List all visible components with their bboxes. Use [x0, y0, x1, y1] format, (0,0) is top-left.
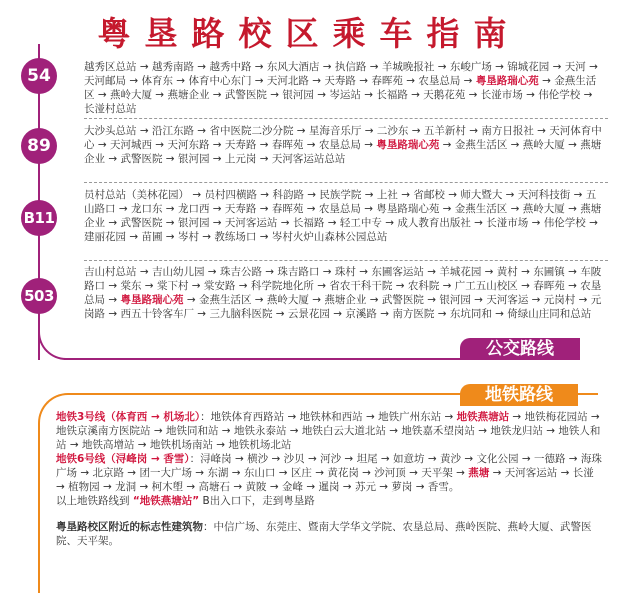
bus-route-curve — [38, 330, 68, 360]
route-divider — [84, 118, 608, 119]
landmarks-label: 粤垦路校区附近的标志性建筑物 — [56, 521, 203, 533]
route-89-stops-after: → 金燕生活区 → 燕岭大厦 → 燕塘企业 → 武警医院 → 银河园 → 上元岗 → 天河客运站总站 — [84, 139, 602, 165]
page-title: 粤垦路校区乘车指南 — [97, 14, 521, 53]
bus-section-label: 公交路线 — [460, 338, 580, 360]
route-badge-89: 89 — [21, 128, 57, 164]
bus-route-bottom-line — [64, 358, 460, 360]
metro-line-3-rest: → 地铁梅花园站 → 地铁京溪南方医院站 → 地铁同和站 → 地铁永泰站 → 地铁白云大道北站 → 地铁嘉禾望岗站 → 地铁龙归站 → 地铁人和站 → 地铁高增站 → 地铁机场南站 → 地铁机场北站 — [56, 411, 601, 451]
metro-line-3 — [56, 410, 604, 452]
metro-line-6-rest: → 天河客运站 → 长湴 → 植物园 → 龙洞 → 柯木塱 → 高塘石 → 黄陂 → 金峰 → 暹岗 → 苏元 → 萝岗 → 香雪。 — [56, 467, 594, 493]
metro-line-6 — [56, 452, 604, 494]
route-89-stops-before: 大沙头总站 → 沿江东路 → 省中医院二沙分院 → 星海音乐厅 → 二沙东 → 五羊新村 → 南方日报社 → 天河体育中心 → 天河城西 → 天河东路 → 天寿路 → 春晖苑 → 农垦总局 → — [84, 125, 602, 151]
route-503-stops — [84, 265, 604, 321]
route-89-highlight: 粤垦路瑞心苑 — [376, 139, 440, 151]
metro-line-6-text: ：浔峰岗 → 横沙 → 沙贝 → 河沙 → 坦尾 → 如意坊 → 黄沙 → 文化公园 → 一德路 → 海珠广场 → 北京路 → 团一大广场 → 东湖 → 东山口 → 区庄 → 黄花岗 → 沙河顶 → 天平架 → — [56, 453, 602, 479]
metro-line-3-label: 地铁3号线（体育西 → 机场北） — [56, 411, 201, 423]
metro-line-3-highlight: 地铁燕塘站 — [456, 411, 510, 423]
metro-exit-station: “地铁燕塘站” — [132, 495, 200, 507]
landmarks — [56, 520, 604, 548]
landmarks-text: ：中信广场、东莞庄、暨南大学华文学院、农垦总局、燕岭医院、燕岭大厦、武警医院、天平架。 — [56, 521, 592, 547]
route-badge-b11: B11 — [21, 200, 57, 236]
route-b11-stops-text: 员村总站（美林花园） → 员村四横路 → 科韵路 → 民族学院 → 上社 → 省邮校 → 师大暨大 → 天河科技街 → 五山路口 → 龙口东 → 龙口西 → 天寿路 → 春晖苑 → 农垦总局 → 粤垦路瑞心苑 → 金燕生活区 → 燕岭大厦 → 燕塘企业 → 武警医院 → 银河园 → 天河客运站 → 长福路 → 轻工中专 → 成人教育出版社 → 长湴市场 → 伟伦学校 → 建丽花园 → 苗圃 → 岑村 → 教练场口 → 岑村火炉山森林公园总站 — [84, 189, 602, 243]
route-503-highlight: 粤垦路瑞心苑 — [120, 294, 184, 306]
metro-line-3-text: ：地铁体育西路站 → 地铁林和西站 → 地铁广州东站 → — [200, 411, 457, 423]
route-54-highlight: 粤垦路瑞心苑 — [475, 75, 539, 87]
metro-section-label: 地铁路线 — [460, 384, 578, 406]
metro-routes — [56, 410, 604, 548]
route-badge-54: 54 — [21, 58, 57, 94]
metro-exit-note — [56, 494, 604, 508]
route-54-stops-after: → 金燕生活区 → 燕岭大厦 → 燕塘企业 → 武警医院 → 银河园 → 岑运站 → 长福路 → 天鹅花苑 → 长湴市场 → 伟伦学校 → 长湴村总站 — [84, 75, 597, 115]
metro-line-6-label: 地铁6号线（浔峰岗 → 香雪） — [56, 453, 190, 465]
route-89-stops — [84, 124, 604, 166]
route-503-stops-before: 吉山村总站 → 吉山幼儿园 → 珠吉公路 → 珠吉路口 → 珠村 → 东圃客运站 → 羊城花园 → 黄村 → 东圃镇 → 车陂路口 → 棠东 → 棠下村 → 棠安路 → 科学院地化所 → 省农干科干院 → 农科院 → 广工五山校区 → 春晖苑 → 农垦总局 → — [84, 266, 602, 306]
metro-line-6-highlight: 燕塘 — [468, 467, 490, 479]
metro-exit-before: 以上地铁路线到 — [56, 495, 133, 507]
route-divider — [84, 182, 608, 183]
metro-exit-after: B出入口下，走到粤垦路 — [199, 495, 315, 507]
route-54-stops — [84, 60, 604, 116]
route-divider — [84, 260, 608, 261]
route-54-stops-before: 越秀区总站 → 越秀南路 → 越秀中路 → 东风大酒店 → 执信路 → 羊城晚报社 → 东峻广场 → 锦城花园 → 天河 → 天河邮局 → 体育东 → 体育中心东门 → 天河北路 → 天寿路 → 春晖苑 → 农垦总局 → — [84, 61, 598, 87]
route-badge-503: 503 — [21, 278, 57, 314]
route-503-stops-after: → 金燕生活区 → 燕岭大厦 → 燕塘企业 → 武警医院 → 银河园 → 天河客运 → 元岗村 → 元岗路 → 西五十铃客车厂 → 三九脑科医院 → 云景花园 → 京溪路 → 南方医院 → 东坑同和 → 倚绿山庄同和总站 — [84, 294, 602, 320]
route-b11-stops — [84, 188, 604, 244]
